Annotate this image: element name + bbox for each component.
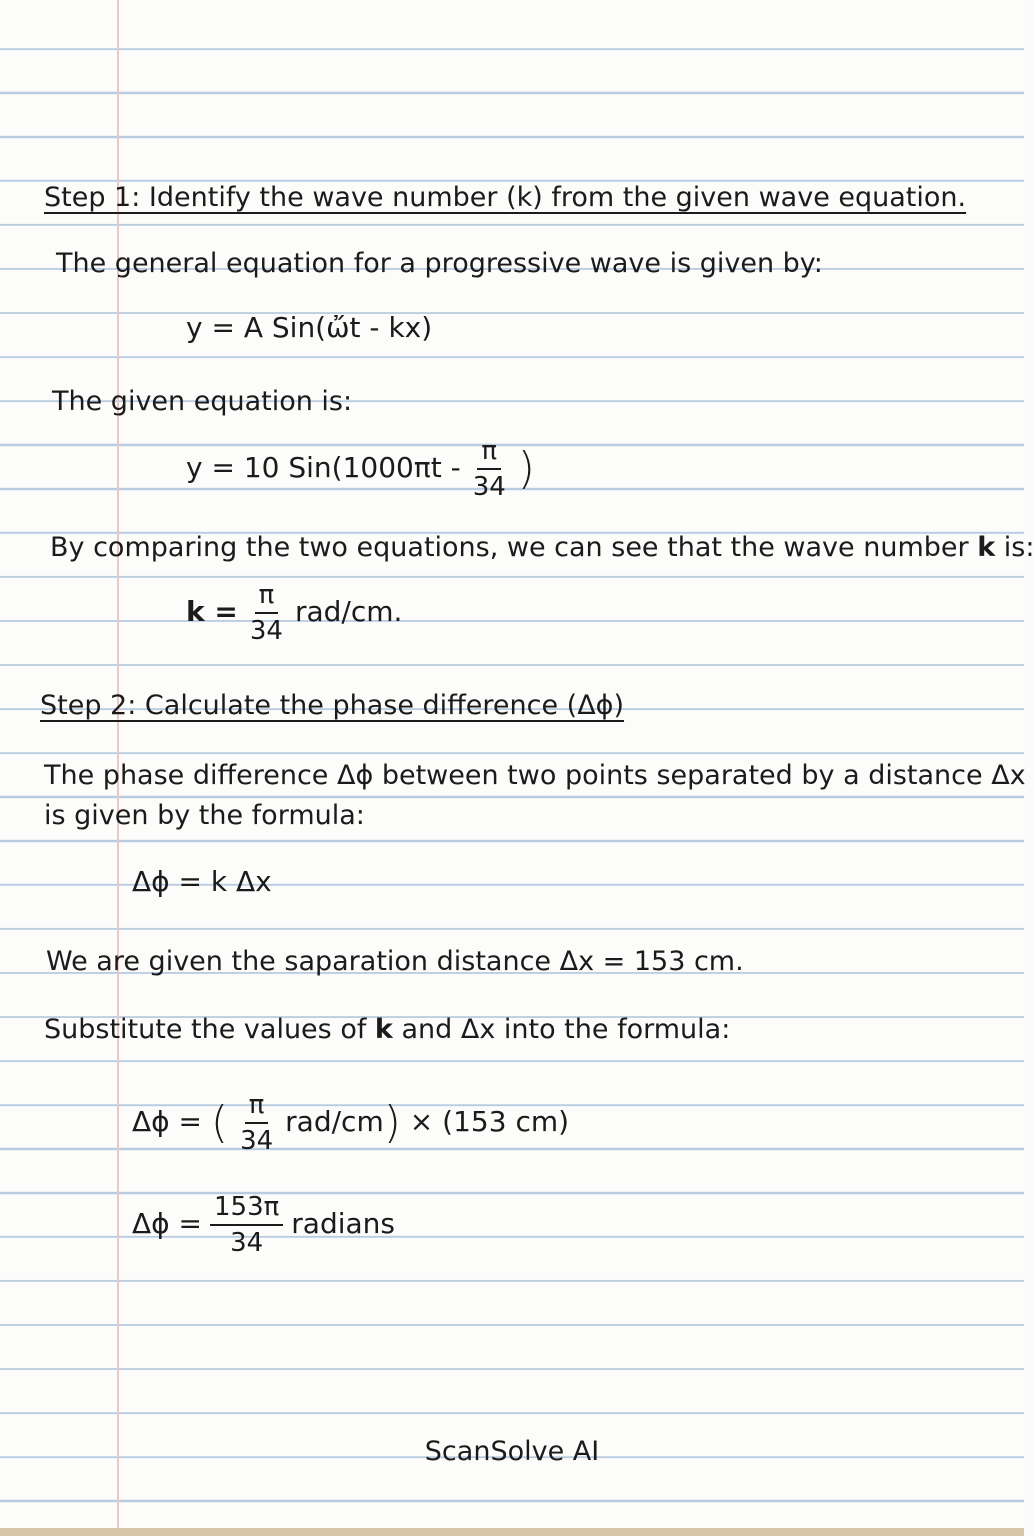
substitute-text-a: Substitute the values of [44, 1014, 375, 1045]
result-unit: radians [291, 1207, 395, 1240]
k-equation [186, 580, 402, 646]
formula-text-line1: The phase difference Δɸ between two points separated by a distance Δx [44, 760, 1026, 791]
given-separation: We are given the saparation distance Δx = 153 cm. [46, 946, 744, 977]
formula-text-line2: is given by the formula: [44, 800, 365, 831]
phase-formula: Δɸ = k Δx [132, 865, 272, 898]
given-eq-fraction [469, 436, 510, 502]
result-denominator: 34 [230, 1228, 264, 1258]
given-eq-prefix: y = 10 Sin(1000πt - [186, 451, 461, 484]
step1-intro: The general equation for a progressive wave is given by: [56, 248, 823, 279]
substitute-text [44, 1014, 730, 1046]
given-eq-close: ) [517, 443, 535, 494]
sub-times: × [409, 1105, 434, 1138]
k-lhs: k = [186, 595, 238, 628]
given-eq-denominator: 34 [472, 472, 506, 502]
given-equation [186, 436, 535, 502]
step2-heading: Step 2: Calculate the phase difference (Δɸ) [40, 690, 625, 721]
sub-lhs: Δɸ = [132, 1105, 202, 1138]
step1-heading: Step 1: Identify the wave number (k) from the given wave equation. [44, 182, 967, 213]
compare-text [50, 532, 1034, 564]
sub-fraction [236, 1090, 277, 1156]
result-lhs: Δɸ = [132, 1207, 202, 1240]
substitute-text-k: k [374, 1014, 393, 1045]
result-fraction [210, 1192, 283, 1258]
result-equation [132, 1192, 395, 1258]
paper-bottom-edge [0, 1528, 1024, 1536]
k-fraction [246, 580, 287, 646]
compare-text-k: k [977, 532, 996, 563]
compare-text-a: By comparing the two equations, we can see that the wave number [50, 532, 978, 563]
sub-unit: rad/cm [285, 1105, 384, 1138]
sub-second-term: (153 cm) [442, 1105, 570, 1138]
brand-footer: ScanSolve AI [424, 1436, 600, 1467]
sub-open-paren: ( [210, 1097, 229, 1148]
given-eq-numerator: π [477, 436, 501, 470]
substitute-text-b: and Δx into the formula: [392, 1014, 731, 1045]
sub-denominator: 34 [240, 1126, 274, 1156]
result-numerator: 153π [210, 1192, 283, 1226]
sub-close-paren: ) [383, 1097, 401, 1148]
k-denominator: 34 [249, 616, 283, 646]
k-unit: rad/cm. [294, 595, 403, 628]
general-equation: y = A Sin(ὤt - kx) [186, 311, 433, 344]
sub-numerator: π [245, 1090, 269, 1124]
substitution-equation [132, 1090, 569, 1156]
compare-text-b: is: [995, 532, 1034, 563]
k-numerator: π [255, 580, 279, 614]
given-intro: The given equation is: [52, 386, 353, 417]
